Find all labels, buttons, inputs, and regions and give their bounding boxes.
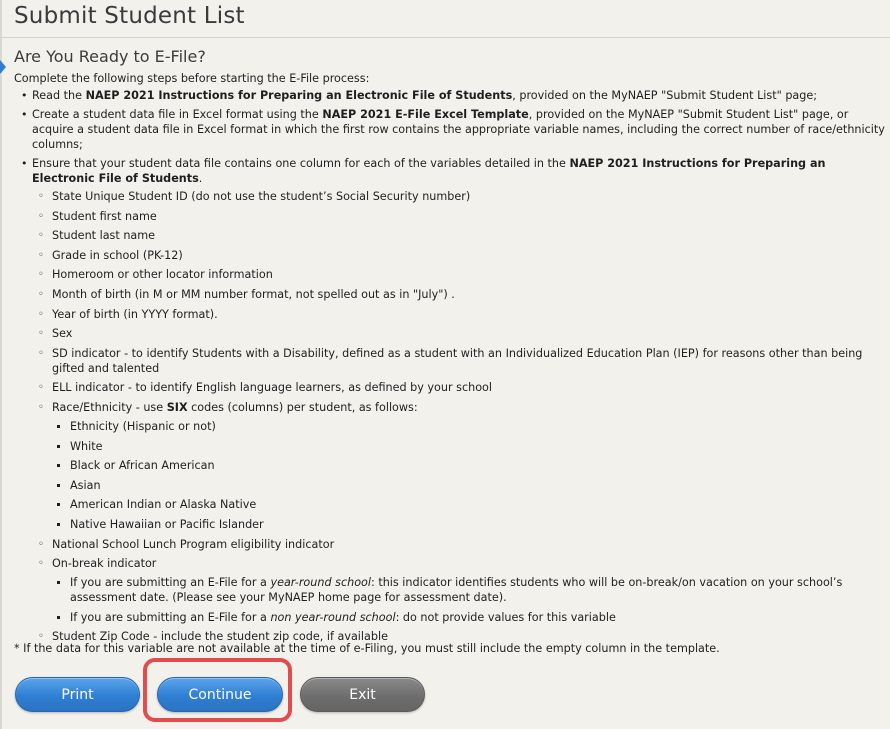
- variable-item: ◦ Student Zip Code - include the student zip code, if available: [32, 629, 886, 644]
- race-code-item: Native Hawaiian or Pacific Islander: [52, 517, 886, 532]
- variable-item: ◦ Month of birth (in M or MM number format, not spelled out as in "July") .: [32, 287, 886, 302]
- race-code-item: American Indian or Alaska Native: [52, 497, 886, 512]
- race-code-item: Black or African American: [52, 458, 886, 473]
- steps-list: [14, 88, 886, 644]
- variable-item: ◦ SD indicator - to identify Students with a Disability, defined as a student with an Individualized Education Plan (IEP) for reasons other than being gifted and talented: [32, 346, 886, 376]
- variable-item-race: ◦ Race/Ethnicity - use SIX codes (columns) per student, as follows: Ethnicity (Hispanic or not) White Black or African American Asian American Indian or Alaska Native Native Hawaiian or Pacific Islander: [32, 400, 886, 532]
- step-item: • Read the NAEP 2021 Instructions for Preparing an Electronic File of Students, provided on the MyNAEP "Submit Student List" page;: [14, 88, 886, 103]
- variable-item: ◦ Grade in school (PK-12): [32, 248, 886, 263]
- variable-item-onbreak: ◦ On-break indicator If you are submitting an E-File for a year-round school: this indicator identifies students who will be on-break/on vacation on your school’s assessment date. (Please see your MyNAEP home page for assessment date). If you are submitting an E-File for a non year-round school: do not provide values for this variable: [32, 556, 886, 625]
- variable-item: ◦ National School Lunch Program eligibility indicator: [32, 537, 886, 552]
- variables-list: [32, 189, 886, 644]
- variable-item: ◦ State Unique Student ID (do not use the student’s Social Security number): [32, 189, 886, 204]
- variable-item: ◦ Sex: [32, 326, 886, 341]
- race-code-item: Asian: [52, 478, 886, 493]
- print-button[interactable]: Print: [15, 677, 140, 712]
- onbreak-list: [52, 575, 886, 625]
- variable-item: ◦ Student last name: [32, 228, 886, 243]
- footnote: * If the data for this variable are not available at the time of e-Filing, you must still include the empty column in the template.: [14, 642, 720, 655]
- race-code-item: White: [52, 439, 886, 454]
- race-code-item: Ethnicity (Hispanic or not): [52, 419, 886, 434]
- instructions-content: [14, 71, 886, 649]
- exit-button[interactable]: Exit: [300, 677, 425, 712]
- left-border: [0, 0, 2, 729]
- variable-item: ◦ ELL indicator - to identify English language learners, as defined by your school: [32, 380, 886, 395]
- continue-button[interactable]: Continue: [157, 677, 283, 712]
- variable-item: ◦ Homeroom or other locator information: [32, 267, 886, 282]
- step-item: • Create a student data file in Excel format using the NAEP 2021 E-File Excel Template, provided on the MyNAEP "Submit Student List" page, or acquire a student data file in Excel format in which the first row contains the appropriate variable names, including the correct number of race/ethnicity columns;: [14, 107, 886, 152]
- race-codes-list: [52, 419, 886, 532]
- page-title: Submit Student List: [14, 3, 245, 29]
- onbreak-item: If you are submitting an E-File for a non year-round school: do not provide values for this variable: [52, 610, 886, 625]
- intro-text: Complete the following steps before starting the E-File process:: [14, 72, 370, 85]
- step-item: • Ensure that your student data file contains one column for each of the variables detailed in the NAEP 2021 Instructions for Preparing an Electronic File of Students. ◦ State Unique Student ID (do not use the student’s Social Security number) ◦ Student first name ◦ Student last name ◦ Grade in school (PK-12) ◦ Homeroom or other locator information ◦ Month of birth (in M or MM number format, not spelled out as in "July") . ◦ Year of birth (in YYYY format). ◦ Sex ◦ SD indicator - to identify Students with a Disability, defined as a student with an Individualized Education Plan (IEP) for reasons other than being gifted and talented ◦ ELL indicator - to identify English language learners, as defined by your school ◦ Race/Ethnicity - use SIX codes (columns) per student, as follows: Ethnicity (Hispanic or not) White Black or African American Asian American Indian or Alaska Native Native Hawaiian or Pacific Islander ◦ National School Lunch Program eligibility indicator ◦ On-break indicator If you are submitting an E-File for a year-round school: this indicator identifies students who will be on-break/on vacation on your school’s assessment date. (Please see your MyNAEP home page for assessment date). If you are submitting an E-File for a non year-round school: do not provide values for this variable ◦ Student Zip Code - include the student zip code, if available: [14, 156, 886, 644]
- onbreak-item: If you are submitting an E-File for a year-round school: this indicator identifies students who will be on-break/on vacation on your school’s assessment date. (Please see your MyNAEP home page for assessment date).: [52, 575, 886, 605]
- title-divider: [0, 37, 890, 38]
- variable-item: ◦ Student first name: [32, 209, 886, 224]
- section-marker-icon: [0, 60, 6, 74]
- variable-item: ◦ Year of birth (in YYYY format).: [32, 307, 886, 322]
- section-heading: Are You Ready to E-File?: [14, 47, 206, 66]
